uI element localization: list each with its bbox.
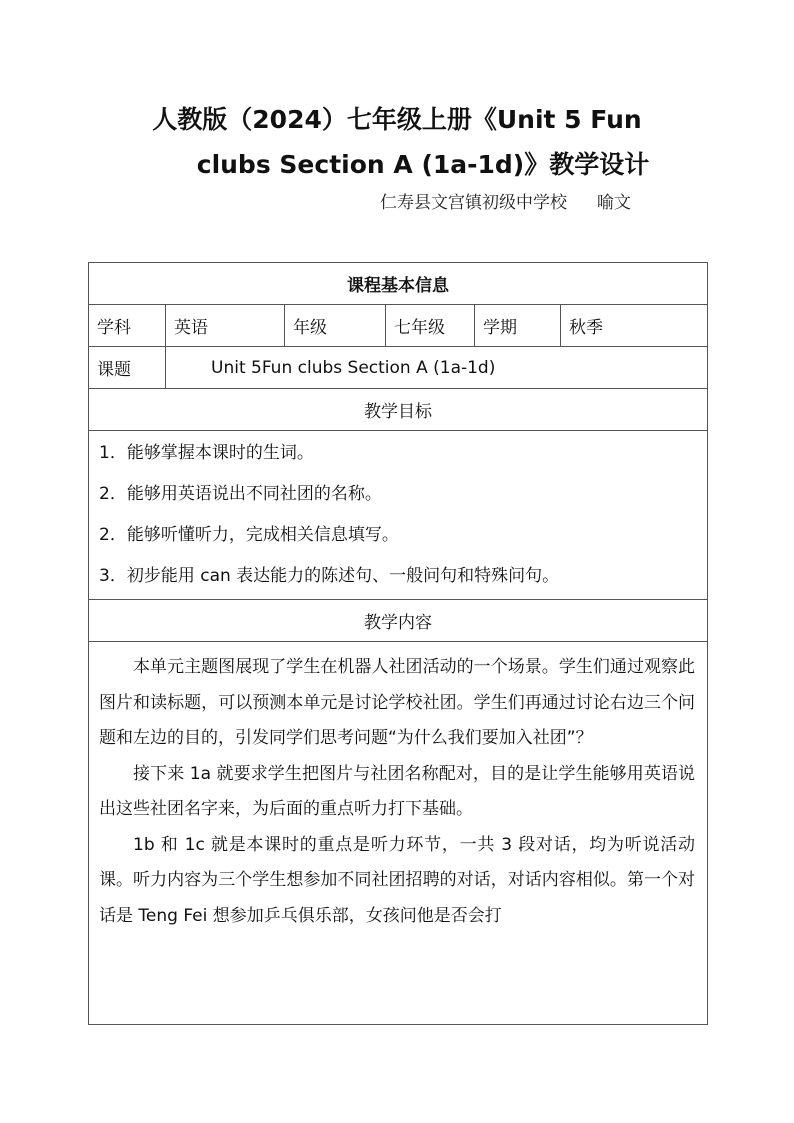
course-info-table <box>88 262 708 1025</box>
grade-label: 年级 <box>285 305 386 347</box>
content-paragraph: 1b 和 1c 就是本课时的重点是听力环节，一共 3 段对话，均为听说活动课。听力内容为三个学生想参加不同社团招聘的对话，对话内容相似。第一个对话是 Teng Fei 想参加乒乓俱乐部，女孩问他是否会打 <box>99 834 696 926</box>
goal-item: 3．初步能用 can 表达能力的陈述句、一般问句和特殊问句。 <box>99 566 560 586</box>
goal-item: 2．能够用英语说出不同社团的名称。 <box>99 484 382 504</box>
table-header-row <box>89 263 708 305</box>
term-label: 学期 <box>475 305 561 347</box>
content-paragraph: 本单元主题图展现了学生在机器人社团活动的一个场景。学生们通过观察此图片和读标题，可以预测本单元是讨论学校社团。学生们再通过讨论右边三个问题和左边的目的，引发同学们思考问题“为什么我们要加入社团”？ <box>99 657 696 748</box>
goals-cell <box>89 431 708 600</box>
content-cell <box>89 642 708 1025</box>
author-line <box>380 188 631 213</box>
author-name: 喻文 <box>597 193 631 213</box>
topic-value: Unit 5Fun clubs Section A (1a-1d) <box>166 347 708 389</box>
table-row <box>89 431 708 600</box>
document-title-line-2: clubs Section A (1a-1d)》教学设计 <box>196 150 650 179</box>
subject-value: 英语 <box>166 305 285 347</box>
table-row <box>89 305 708 347</box>
term-value: 秋季 <box>561 305 708 347</box>
goal-item: 1．能够掌握本课时的生词。 <box>99 443 314 463</box>
goal-item: 2．能够听懂听力，完成相关信息填写。 <box>99 525 399 545</box>
grade-value: 七年级 <box>386 305 475 347</box>
table-row <box>89 389 708 431</box>
table-row <box>89 347 708 389</box>
school-name: 仁寿县文宫镇初级中学校 <box>380 193 567 213</box>
course-info-header: 课程基本信息 <box>89 263 708 305</box>
subject-label: 学科 <box>89 305 166 347</box>
goals-header: 教学目标 <box>89 389 708 431</box>
document-title-line-1: 人教版（2024）七年级上册《Unit 5 Fun <box>152 105 642 134</box>
topic-label: 课题 <box>89 347 166 389</box>
content-paragraph: 接下来 1a 就要求学生把图片与社团名称配对，目的是让学生能够用英语说出这些社团名字来，为后面的重点听力打下基础。 <box>99 763 696 819</box>
content-header: 教学内容 <box>89 600 708 642</box>
table-row <box>89 600 708 642</box>
table-row <box>89 642 708 1025</box>
